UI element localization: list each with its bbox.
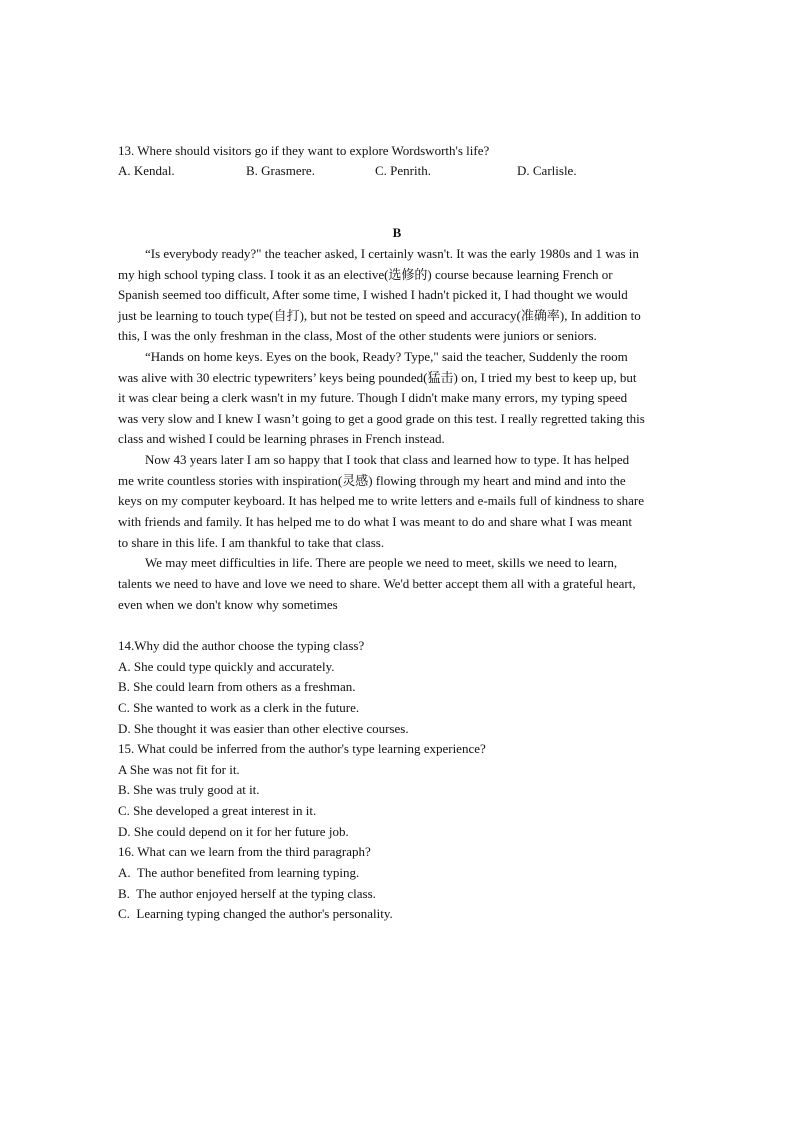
q16-option-b: B. The author enjoyed herself at the typing class. [118,886,376,901]
passage-line: this, I was the only freshman in the class, Most of the other students were juniors or seniors. [118,328,597,343]
passage-line: keys on my computer keyboard. It has helped me to write letters and e-mails full of kindness to share [118,493,644,508]
section-b-heading: B [392,225,402,240]
q14-option-d: D. She thought it was easier than other elective courses. [118,721,409,736]
q16-option-a: A. The author benefited from learning typing. [118,865,360,880]
q13-option-d: D. Carlisle. [517,163,577,178]
q13-option-c: C. Penrith. [375,163,431,178]
passage-line: with friends and family. It has helped me to do what I was meant to do and share what I was meant [118,514,632,529]
q15-option-a: A She was not fit for it. [118,762,240,777]
passage-line: was alive with 30 electric typewriters’ keys being pounded(猛击) on, I tried my best to keep up, but [118,370,637,385]
passage-line: talents we need to have and love we need to share. We'd better accept them all with a grateful heart, [118,576,636,591]
q15-option-b: B. She was truly good at it. [118,782,260,797]
q13-stem: 13. Where should visitors go if they want to explore Wordsworth's life? [118,143,490,158]
passage-line: just be learning to touch type(自打), but not be tested on speed and accuracy(准确率), In addition to [118,308,641,323]
passage-line: Spanish seemed too difficult, After some time, I wished I hadn't picked it, I had thought we would [118,287,628,302]
q13-option-a: A. Kendal. [118,163,175,178]
passage-line: We may meet difficulties in life. There are people we need to meet, skills we need to learn, [145,555,618,570]
passage-line: it was clear being a clerk wasn't in my future. Though I didn't make many errors, my typing speed [118,390,628,405]
q15-option-d: D. She could depend on it for her future job. [118,824,349,839]
passage-line: was very slow and I knew I wasn’t going to get a good grade on this test. I really regretted taking this [118,411,645,426]
passage-line: “Hands on home keys. Eyes on the book, Ready? Type," said the teacher, Suddenly the room [145,349,628,364]
passage-line: my high school typing class. I took it as an elective(选修的) course because learning French or [118,267,613,282]
q16-stem: 16. What can we learn from the third paragraph? [118,844,371,859]
q13-option-b: B. Grasmere. [246,163,315,178]
passage-line: me write countless stories with inspiration(灵感) flowing through my heart and mind and into the [118,473,626,488]
passage-line: to share in this life. I am thankful to take that class. [118,535,385,550]
q14-option-b: B. She could learn from others as a freshman. [118,679,356,694]
passage-line: class and wished I could be learning phrases in French instead. [118,431,445,446]
q15-option-c: C. She developed a great interest in it. [118,803,317,818]
q14-option-a: A. She could type quickly and accurately. [118,659,335,674]
q16-option-c: C. Learning typing changed the author's personality. [118,906,393,921]
q14-stem: 14.Why did the author choose the typing class? [118,638,365,653]
passage-line: “Is everybody ready?" the teacher asked, I certainly wasn't. It was the early 1980s and 1 was in [145,246,639,261]
passage-line: even when we don't know why sometimes [118,597,338,612]
q14-option-c: C. She wanted to work as a clerk in the future. [118,700,360,715]
q15-stem: 15. What could be inferred from the author's type learning experience? [118,741,486,756]
passage-line: Now 43 years later I am so happy that I took that class and learned how to type. It has helped [145,452,630,467]
